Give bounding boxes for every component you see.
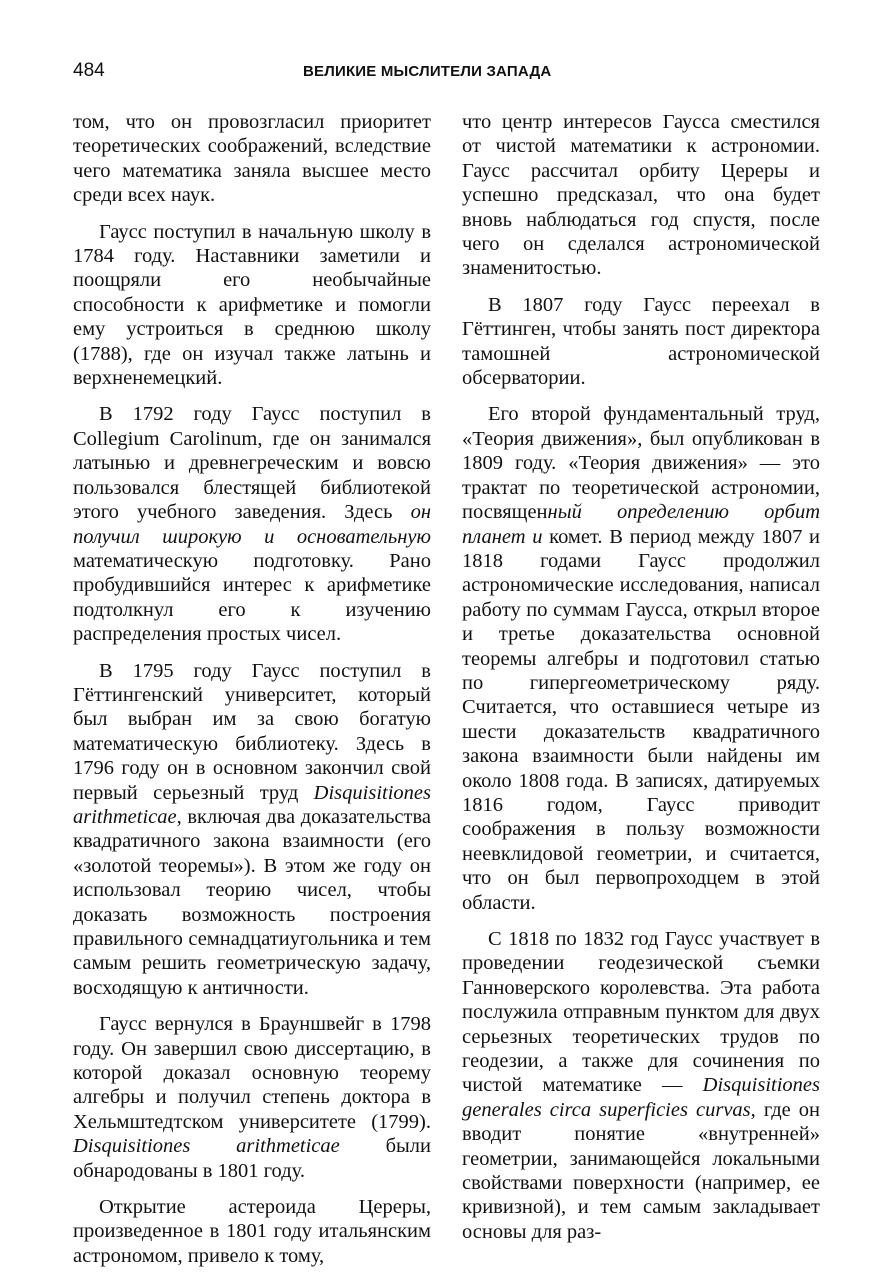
paragraph: том, что он провозгласил приоритет теоретических соображений, вследствие чего математика заняла высшее место среди всех наук. [73,111,431,207]
book-title: Disquisitiones arithmeticae [73,1135,340,1158]
paragraph: Гаусс вернулся в Брауншвейг в 1798 году. Он завершил свою диссертацию, в которой доказал основную теорему алгебры и получил степень доктора в Хельмштедтском университете (1799). Disquisitiones arithmeticae были обнародованы в 1801 году. [73,1013,431,1182]
paragraph: В 1807 году Гаусс переехал в Гёттинген, чтобы занять пост директора тамошней астрономической обсерватории. [462,293,820,390]
paragraph: В 1795 году Гаусс поступил в Гёттингенский университет, который был выбран им за свою богатую математическую библиотеку. Здесь в 1796 году он в основном закончил свой первый серьезный труд Disquisitiones arithmeticae, включая два доказательства квадратичного закона взаимности (его «золотой теоремы»). В этом же году он использовал теорию чисел, чтобы доказать возможность построения правильного семнадцатиугольника и тем самым решить геометрическую задачу, восходящую к античности. [73,659,431,999]
right-column [462,110,820,1256]
paragraph: Гаусс поступил в начальную школу в 1784 году. Наставники заметили и поощряли его необычайные способности к арифметике и помогли ему устроиться в среднюю школу (1788), где он изучал также латынь и верхненемецкий. [73,220,431,390]
paragraph: В 1792 году Гаусс поступил в Collegium Carolinum, где он занимался латынью и древнегреческим и вовсю пользовался блестящей библиотекой этого учебного заведения. Здесь он получил широкую и основательную математическую подготовку. Рано пробудившийся интерес к арифметике подтолкнул его к изучению распределения простых чисел. [73,403,431,646]
paragraph: Открытие астероида Цереры, произведенное в 1801 году итальянским астрономом, привело к тому, [73,1196,431,1267]
page-number: 484 [73,60,105,81]
emphasis: он получил широкую и основательную [73,501,431,548]
running-head: ВЕЛИКИЕ МЫСЛИТЕЛИ ЗАПАДА [303,63,552,80]
book-title: Disquisitiones arithmeticae [73,781,431,828]
paragraph: что центр интересов Гаусса сместился от чистой математики к астрономии. Гаусс рассчитал орбиту Цереры и успешно предсказал, что она будет вновь наблюдаться год спустя, после чего он сделался астрономической знаменитостью. [462,111,820,280]
book-title: Disquisitiones generales circa superficies curvas [462,1074,820,1121]
paragraph: Его второй фундаментальный труд, «Теория движения», был опубликован в 1809 году. «Теория движения» — это трактат по теоретической астрономии, посвященный определению орбит планет и комет. В период между 1807 и 1818 годами Гаусс продолжил астрономические исследования, написал работу по суммам Гаусса, открыл второе и третье доказательства основной теоремы алгебры и подготовил статью по гипергеометрическому ряду. Считается, что оставшиеся четыре из шести доказательств квадратичного закона взаимности были найдены им около 1808 года. В записях, датируемых 1816 годом, Гаусс приводит соображения в пользу возможности неевклидовой геометрии, и считается, что он был первопроходцем в этой области. [462,403,820,914]
left-column [73,110,431,1280]
page-header [73,60,818,90]
emphasis: ный определению орбит планет и [462,501,820,548]
paragraph: С 1818 по 1832 год Гаусс участвует в проведении геодезической съемки Ганноверского королевства. Эта работа послужила отправным пунктом для двух серьезных теоретических трудов по геодезии, а также для сочинения по чистой математике — Disquisitiones generales circa superficies curvas, где он вводит понятие «внутренней» геометрии, занимающейся локальными свойствами поверхности (например, ее кривизной), и тем самым закладывает основы для раз- [462,928,820,1243]
